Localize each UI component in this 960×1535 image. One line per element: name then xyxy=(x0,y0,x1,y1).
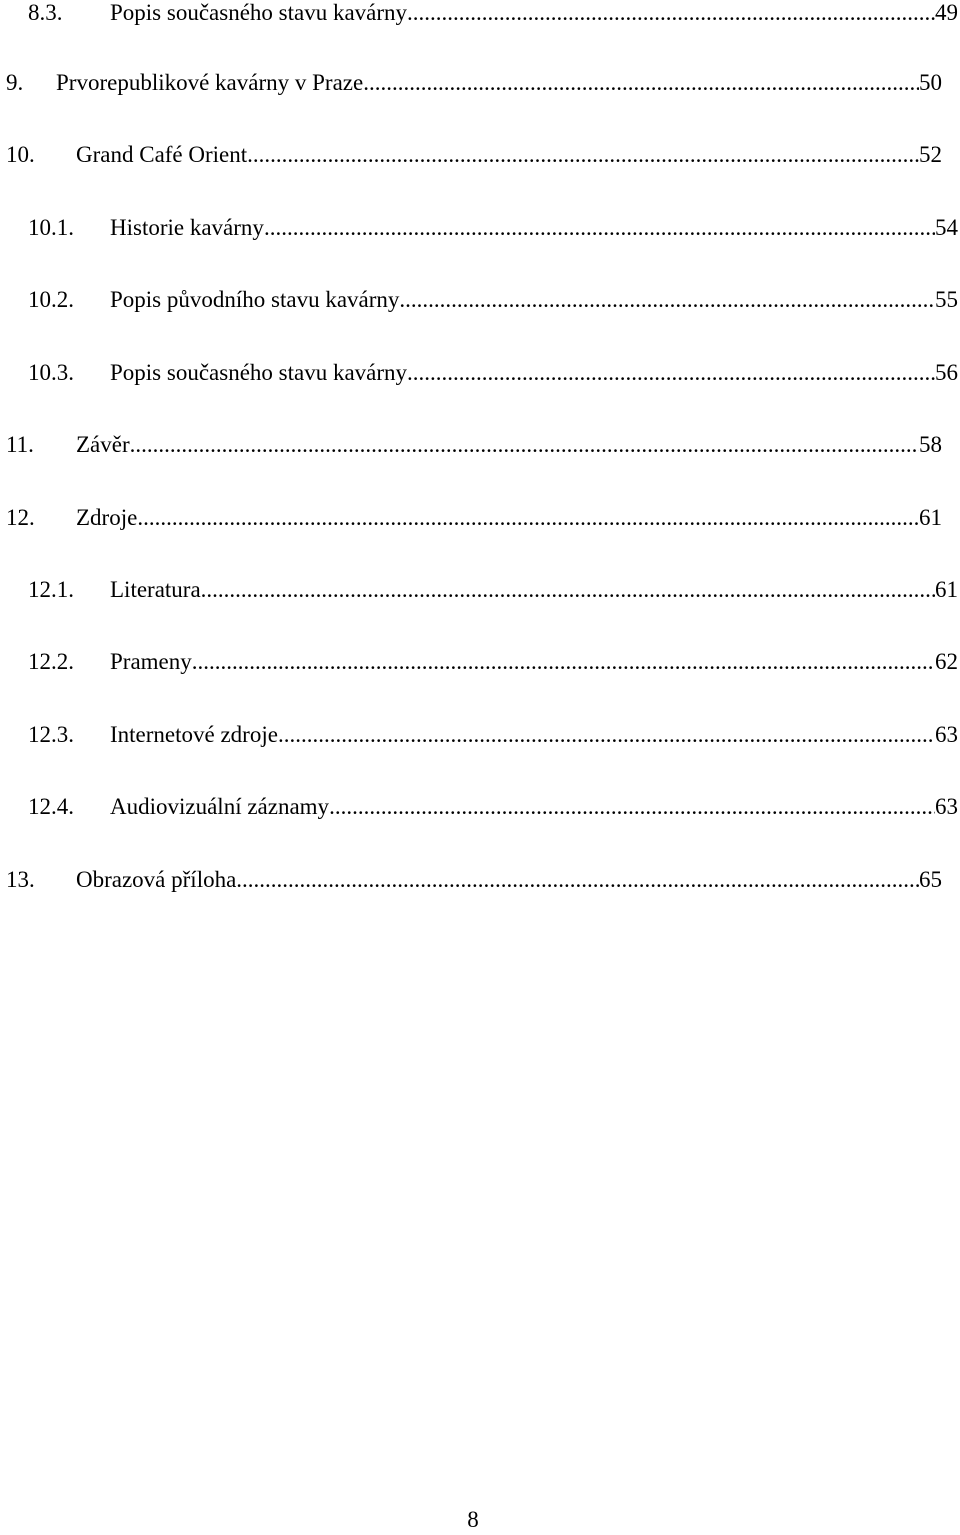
toc-entry-number: 12.2. xyxy=(28,649,74,674)
dot-leader xyxy=(278,720,935,750)
toc-entry-number: 12.4. xyxy=(28,794,74,819)
toc-entry-title: Literatura xyxy=(110,577,201,602)
dot-leader xyxy=(264,213,935,243)
dot-leader xyxy=(192,647,935,677)
toc-entry-page: 55 xyxy=(935,287,958,312)
toc-entry-number: 12.3. xyxy=(28,722,74,747)
toc-entry-page: 52 xyxy=(919,142,942,167)
toc-entry-page: 61 xyxy=(935,577,958,602)
toc-entry-title: Popis původního stavu kavárny xyxy=(110,287,400,312)
toc-entry-title: Grand Café Orient xyxy=(76,142,248,167)
toc-entry-page: 63 xyxy=(935,794,958,819)
toc-entry-page: 54 xyxy=(935,215,958,240)
toc-entry-title: Závěr xyxy=(76,432,130,457)
toc-entry-page: 63 xyxy=(935,722,958,747)
dot-leader xyxy=(407,358,935,388)
toc-entry-title: Obrazová příloha xyxy=(76,867,237,892)
toc-entry-page: 65 xyxy=(919,867,942,892)
toc-entry-number: 11. xyxy=(6,432,34,457)
toc-entry-10[interactable] xyxy=(6,140,942,170)
dot-leader xyxy=(363,68,919,98)
toc-entry-12-3[interactable] xyxy=(28,720,958,750)
toc-entry-title: Prameny xyxy=(110,649,192,674)
toc-entry-number: 10.3. xyxy=(28,360,74,385)
dot-leader xyxy=(130,430,919,460)
toc-entry-8-3[interactable] xyxy=(28,0,958,28)
dot-leader xyxy=(399,285,935,315)
toc-entry-title: Popis současného stavu kavárny xyxy=(110,360,408,385)
toc-entry-13[interactable] xyxy=(6,865,942,895)
toc-entry-10-2[interactable] xyxy=(28,285,958,315)
toc-entry-title: Historie kavárny xyxy=(110,215,264,240)
toc-entry-number: 12.1. xyxy=(28,577,74,602)
toc-entry-9[interactable] xyxy=(6,68,942,98)
toc-entry-number: 10.2. xyxy=(28,287,74,312)
toc-entry-page: 49 xyxy=(935,0,958,25)
toc-entry-title: Internetové zdroje xyxy=(110,722,278,747)
toc-entry-number: 10. xyxy=(6,142,35,167)
toc-entry-10-3[interactable] xyxy=(28,358,958,388)
toc-entry-12[interactable] xyxy=(6,503,942,533)
dot-leader xyxy=(236,865,919,895)
toc-entry-number: 9. xyxy=(6,70,24,95)
toc-entry-12-2[interactable] xyxy=(28,647,958,677)
dot-leader xyxy=(137,503,919,533)
dot-leader xyxy=(407,0,935,28)
dot-leader xyxy=(329,792,935,822)
toc-entry-12-4[interactable] xyxy=(28,792,958,822)
toc-entry-title: Prvorepublikové kavárny v Praze xyxy=(56,70,364,95)
toc-entry-page: 50 xyxy=(919,70,942,95)
toc-entry-number: 10.1. xyxy=(28,215,74,240)
toc-entry-page: 56 xyxy=(935,360,958,385)
toc-entry-11[interactable] xyxy=(6,430,942,460)
toc-entry-number: 13. xyxy=(6,867,35,892)
toc-entry-page: 62 xyxy=(935,649,958,674)
toc-entry-title: Audiovizuální záznamy xyxy=(110,794,330,819)
toc-entry-number: 12. xyxy=(6,505,35,530)
toc-entry-page: 58 xyxy=(919,432,942,457)
toc-entry-12-1[interactable] xyxy=(28,575,958,605)
dot-leader xyxy=(201,575,935,605)
toc-entry-number: 8.3. xyxy=(28,0,63,25)
toc-entry-title: Zdroje xyxy=(76,505,138,530)
toc-entry-title: Popis současného stavu kavárny xyxy=(110,0,408,25)
toc-entry-page: 61 xyxy=(919,505,942,530)
dot-leader xyxy=(247,140,919,170)
page-number: 8 xyxy=(467,1507,479,1532)
toc-entry-10-1[interactable] xyxy=(28,213,958,243)
